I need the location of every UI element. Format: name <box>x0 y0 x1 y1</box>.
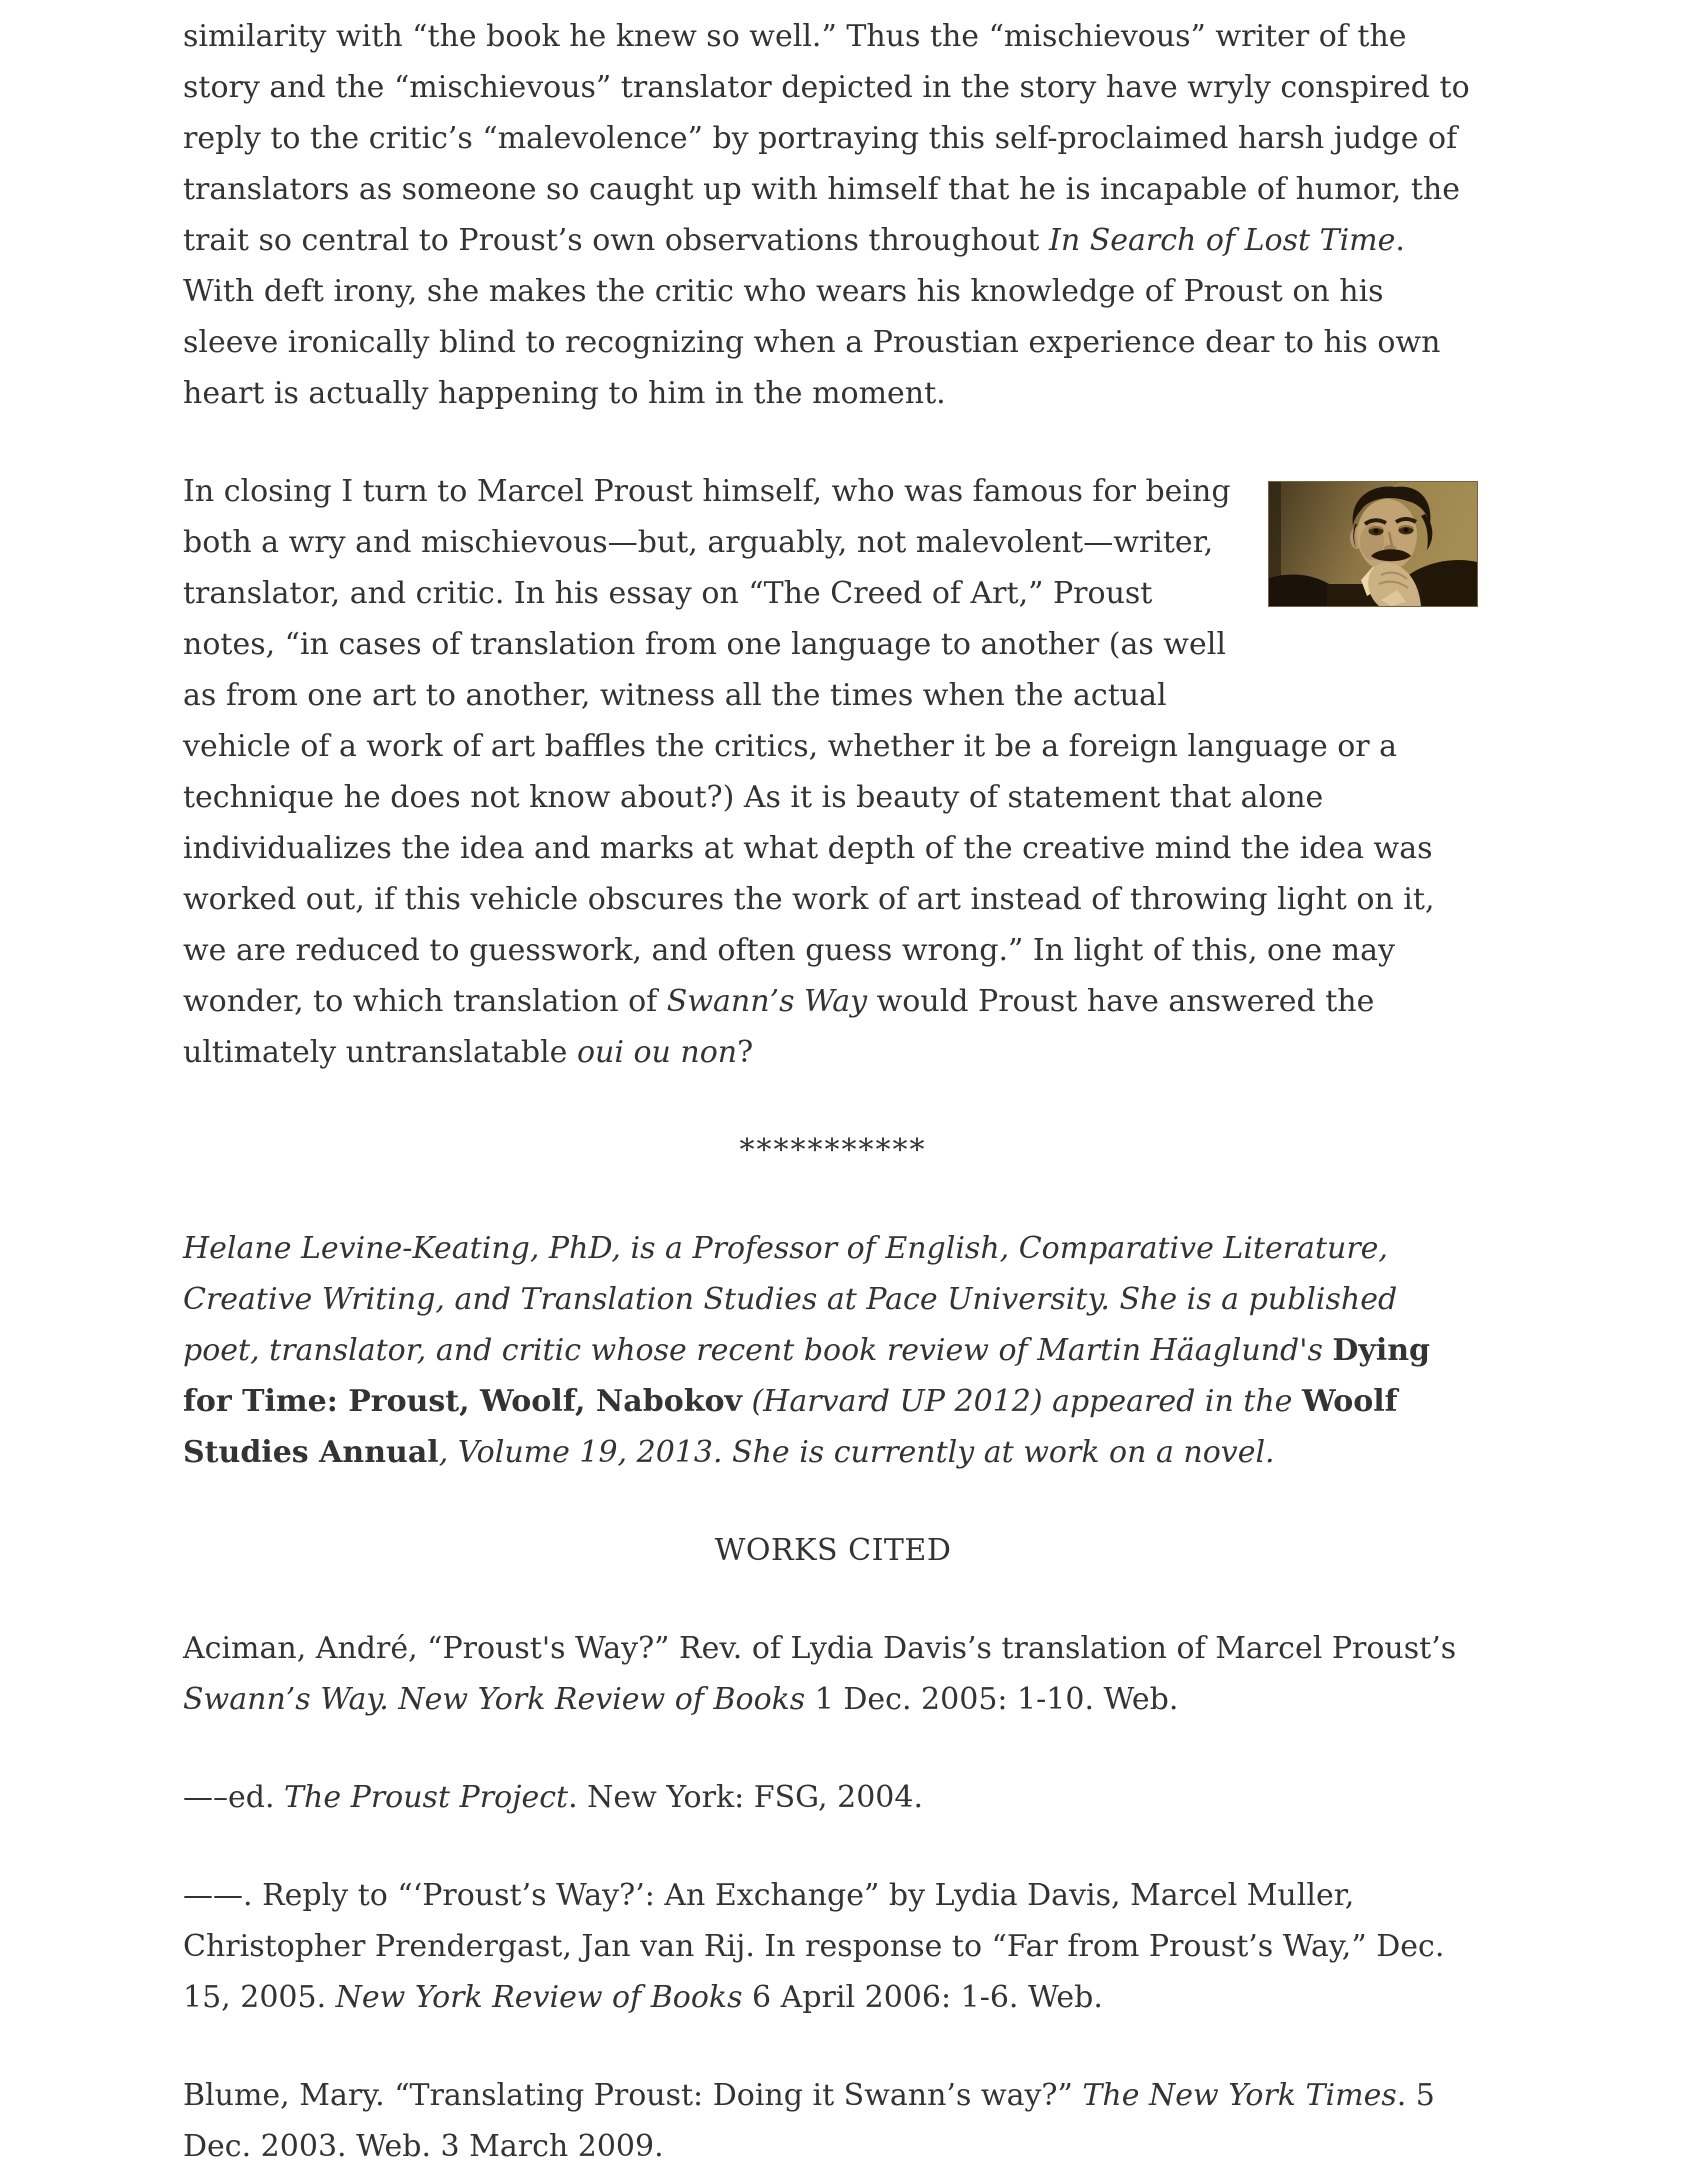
author-bio: Helane Levine-Keating, PhD, is a Professor of English, Comparative Literature, Creative Writing, and Translation Studies at Pace University. She is a published poet, translator, and critic whose recent book review of Martin Häaglund's Dying for Time: Proust, Woolf, Nabokov (Harvard UP 2012) appeared in the Woolf Studies Annual, Volume 19, 2013. She is currently at work on a novel. <box>183 1231 1431 1470</box>
paragraph-proust-closing <box>183 466 1483 1078</box>
citation-aciman-proust-project: —–ed. The Proust Project. New York: FSG, 2004. <box>183 1780 923 1815</box>
proust-photo <box>1268 481 1478 607</box>
article-body <box>183 0 1483 2172</box>
citation-aciman-reply-exchange: ——. Reply to “‘Proust’s Way?’: An Exchange” by Lydia Davis, Marcel Muller, Christopher Prendergast, Jan van Rij. In response to “Far from Proust’s Way,” Dec. 15, 2005. New York Review of Books 6 April 2006: 1-6. Web. <box>183 1878 1445 2015</box>
citation-blume-translating-proust: Blume, Mary. “Translating Proust: Doing it Swann’s way?” The New York Times. 5 Dec. 2003. Web. 3 March 2009. <box>183 2078 1435 2164</box>
works-cited-heading: WORKS CITED <box>714 1533 952 1568</box>
marcel-proust-portrait-image <box>1269 482 1477 606</box>
paragraph-proust-closing-text: In closing I turn to Marcel Proust himself, who was famous for being both a wry and mischievous—but, arguably, not malevolent—writer, translator, and critic. In his essay on “The Creed of Art,” Proust notes, “in cases of translation from one language to another (as well as from one art to another, witness all the times when the actual vehicle of a work of art baffles the critics, whether it be a foreign language or a technique he does not know about?) As it is beauty of statement that alone individualizes the idea and marks at what depth of the creative mind the idea was worked out, if this vehicle obscures the work of art instead of throwing light on it, we are reduced to guesswork, and often guess wrong.” In light of this, one may wonder, to which translation of Swann’s Way would Proust have answered the ultimately untranslatable oui ou non? <box>183 474 1435 1070</box>
citation-aciman-prousts-way: Aciman, André, “Proust's Way?” Rev. of Lydia Davis’s translation of Marcel Proust’s Swann’s Way. New York Review of Books 1 Dec. 2005: 1-10. Web. <box>183 1631 1457 1717</box>
section-divider: *********** <box>739 1133 927 1168</box>
paragraph-critic-irony: similarity with “the book he knew so well.” Thus the “mischievous” writer of the story and the “mischievous” translator depicted in the story have wryly conspired to reply to the critic’s “malevolence” by portraying this self-proclaimed harsh judge of translators as someone so caught up with himself that he is incapable of humor, the trait so central to Proust’s own observations throughout In Search of Lost Time. With deft irony, she makes the critic who wears his knowledge of Proust on his sleeve ironically blind to recognizing when a Proustian experience dear to his own heart is actually happening to him in the moment. <box>183 19 1470 411</box>
